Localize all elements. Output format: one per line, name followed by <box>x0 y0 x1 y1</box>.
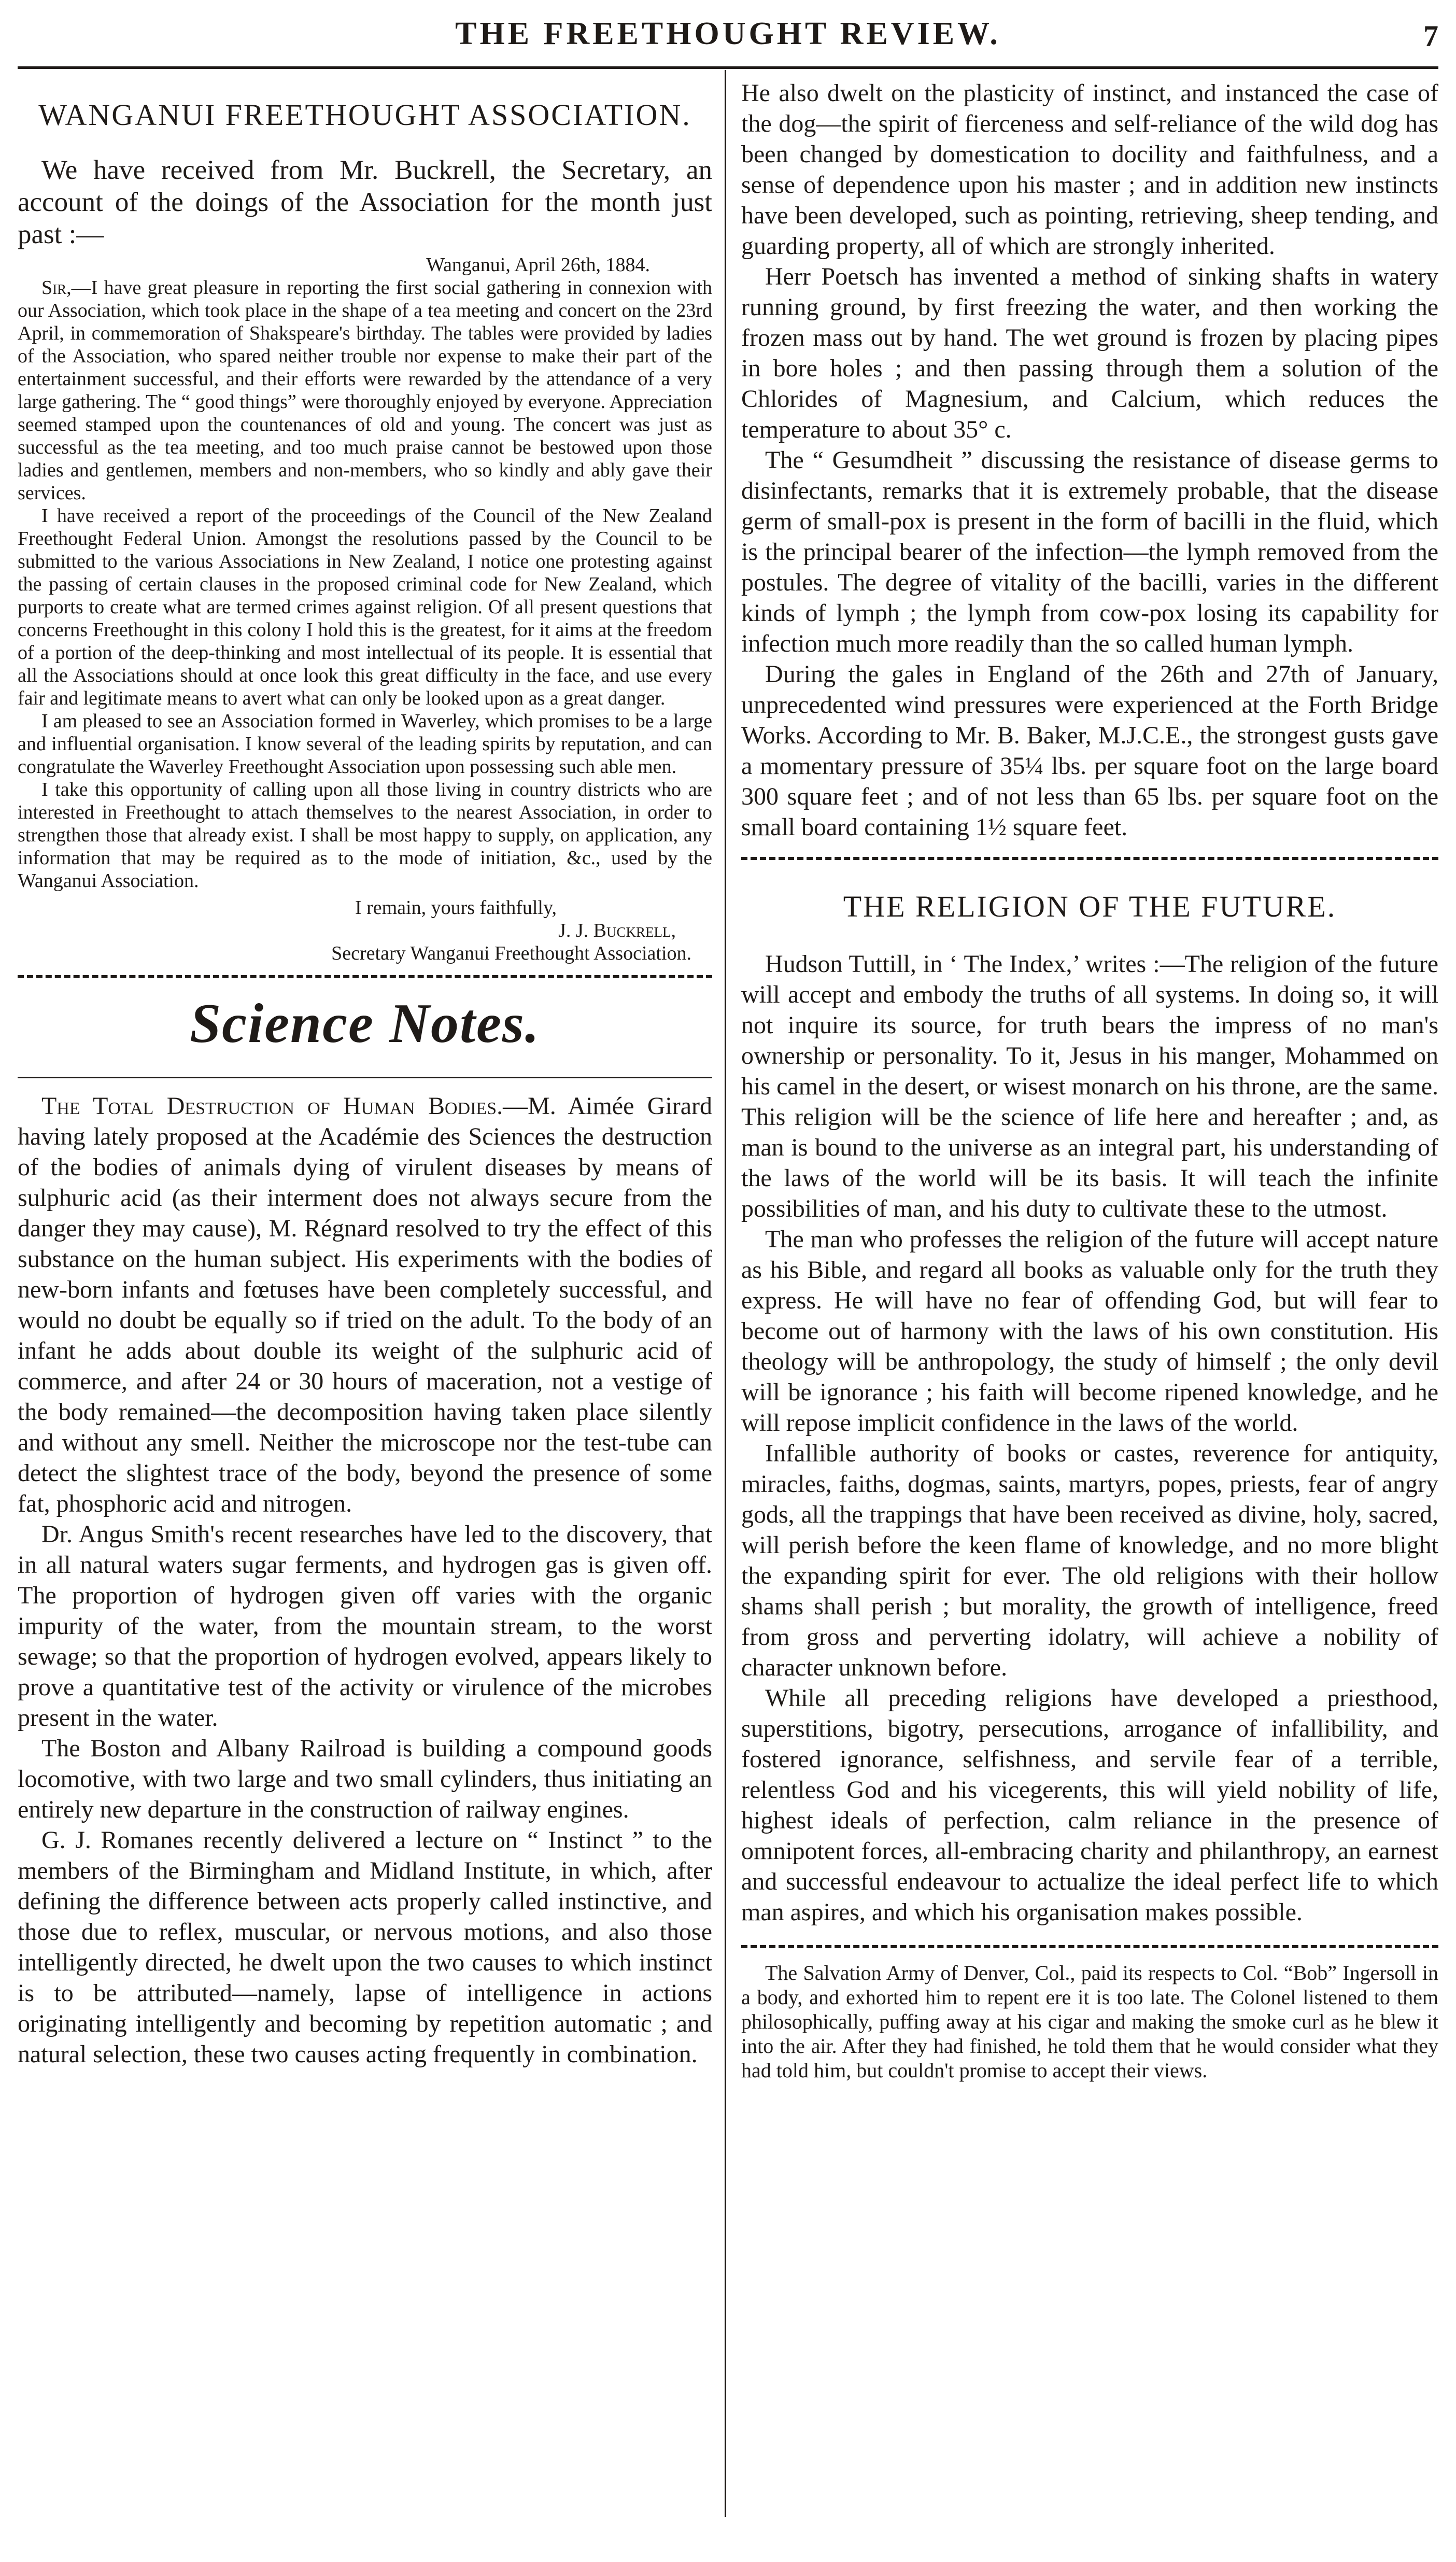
science-paragraph-8: During the gales in England of the 26th and 27th of January, unprecedented wind pressures were experienced at the Forth Bridge Works. According to Mr. B. Baker, M.J.C.E., the strongest gusts gave a momentary pressure of 35¼ lbs. per square foot on the large board 300 square feet ; and of not less than 65 lbs. per square foot on the small board containing 1½ square feet. <box>741 660 1438 841</box>
association-title: WANGANUI FREETHOUGHT ASSOCIATION. <box>38 98 691 132</box>
science-paragraph-4: G. J. Romanes recently delivered a lecture on “ Instinct ” to the members of the Birmingham and Midland Institute, in which, after defining the difference between acts properly called instinctive, and those due to reflex, muscular, or nervous motions, and also those intelligently directed, he dwelt upon the two causes to which instinct is to be attributed—namely, lapse of intelligence in actions originating intelligently and becoming by repetition automatic ; and natural selection, these two causes acting frequently in combination. <box>18 1826 712 2068</box>
footnote-block <box>741 1961 1438 2082</box>
letter-paragraph <box>18 276 712 504</box>
letter-paragraph-1: —I have great pleasure in reporting the first social gathering in connexion with our Association, which took place in the shape of a tea meeting and concert on the 23rd April, in commemoration of Shakspeare's birthday. The tables were provided by ladies of the Association, who spared neither trouble nor expense to make their part of the entertainment successful, and their efforts were rewarded by the attendance of a very large gathering. The “ good things” were thoroughly enjoyed by everyone. Appreciation seemed stamped upon the countenances of old and young. The concert was just as successful as the tea meeting, and too much praise cannot be bestowed upon those ladies and gentlemen, members and non-members, who so kindly and ably gave their services. <box>18 277 712 504</box>
religion-paragraph-1: Hudson Tuttill, in ‘ The Index,’ writes :—The religion of the future will accept and embody the truths of all systems. In doing so, it will not inquire its source, for truth bears the impress of no man's ownership or personality. To it, Jesus in his manger, Mohammed on his camel in the desert, or wisest monarch on his throne, are the same. This religion will be the science of life here and hereafter ; and, as man is bound to the universe as an integral part, his understanding of the laws of the world will be its basis. It will teach the infinite possibilities of man, and his duty to cultivate these to the utmost. <box>741 950 1438 1222</box>
page-number: 7 <box>1423 19 1438 53</box>
science-paragraph <box>18 1091 712 1519</box>
running-title: THE FREETHOUGHT REVIEW. <box>455 16 1001 51</box>
letter-paragraph-4: I take this opportunity of calling upon all those living in country districts who are interested in Freethought to attach themselves to the nearest Association, in order to strengthen those that already exist. I shall be most happy to supply, on application, any information that may be required as to the mode of initiation, &c., used by the Wanganui Association. <box>18 779 712 892</box>
section-divider <box>741 1945 1438 1948</box>
spacer <box>18 1078 712 1091</box>
header-rule <box>18 66 1438 69</box>
science-paragraph-1-heading: The Total Destruction of Human Bodies. <box>41 1092 503 1120</box>
footnote-paragraph: The Salvation Army of Denver, Col., paid its respects to Col. “Bob” Ingersoll in a body, and exhorted him to repent ere it is too late. The Colonel listened to them philosophically, puffing away at his cigar and making the smoke curl as he blew it into the air. After they had finished, he told them that he would consider what they had told him, but couldn't promise to accept their views. <box>741 1961 1438 2082</box>
religion-title: THE RELIGION OF THE FUTURE. <box>843 890 1337 923</box>
right-column <box>741 78 1438 2082</box>
letter-signature: J. J. Buckrell, <box>558 920 676 941</box>
letter-closing: I remain, yours faithfully, <box>355 897 557 919</box>
section-divider <box>741 857 1438 860</box>
science-notes-title: Science Notes. <box>190 993 540 1054</box>
letter-signature-title: Secretary Wanganui Freethought Association. <box>331 942 691 964</box>
letter-paragraph-3: I am pleased to see an Association formed in Waverley, which promises to be a large and influential organisation. I know several of the leading spirits by reputation, and can congratulate the Waverley Freethought Association upon possessing such able men. <box>18 710 712 778</box>
science-notes-block <box>18 1091 712 2070</box>
science-paragraph-7: The “ Gesumdheit ” discussing the resistance of disease germs to disinfectants, remarks that it is extremely probable, that the disease germ of small-pox is present in the form of bacilli in the fluid, which is the principal bearer of the infection—the lymph removed from the postules. The degree of vitality of the bacilli, varies in the different kinds of lymph ; the lymph from cow-pox losing its capability for infection much more readily than the so called human lymph. <box>741 446 1438 657</box>
page-header <box>0 0 1456 78</box>
left-column <box>18 78 712 2070</box>
column-divider <box>725 70 726 2517</box>
association-intro-block <box>18 154 712 250</box>
science-paragraph-6: Herr Poetsch has invented a method of sinking shafts in watery running ground, by first freezing the water, and then working the frozen mass out by hand. The wet ground is frozen by placing pipes in bore holes ; and then passing through them a solution of the Chlorides of Magnesium, and Calcium, which reduces the temperature to about 35° c. <box>741 263 1438 443</box>
science-paragraph-5: He also dwelt on the plasticity of instinct, and instanced the case of the dog—the spirit of fierceness and self-reliance of the wild dog has been changed by domestication to docility and faithfulness, and a sense of dependence upon his master ; and in addition new instincts have been developed, such as pointing, retrieving, sheep tending, and guarding property, all of which are strongly inherited. <box>741 79 1438 260</box>
letter-paragraph-2: I have received a report of the proceedings of the Council of the New Zealand Freethought Federal Union. Amongst the resolutions passed by the Council to be submitted to the various Associations in New Zealand, I notice one protesting against the passing of certain clauses in the proposed criminal code for New Zealand, which purports to create what are termed crimes against religion. Of all present questions that concerns Freethought in this colony I hold this is the greatest, for it aims at the freedom of a portion of the deep-thinking and most intellectual of its people. It is essential that all the Associations should at once look this great difficulty in the face, and use every fair and legitimate means to avert what can only be looked upon as a great danger. <box>18 505 712 709</box>
science-paragraph-3: The Boston and Albany Railroad is building a compound goods locomotive, with two large and two small cylinders, thus initiating an entirely new departure in the construction of railway engines. <box>18 1735 712 1823</box>
section-divider <box>18 975 712 978</box>
religion-paragraph-4: While all preceding religions have developed a priesthood, superstitions, bigotry, persecutions, arrogance of infallibility, and fostered ignorance, selfishness, and servile fear of a terrible, relentless God and his vicegerents, this will yield nobility of life, highest ideals of perfection, calm reliance in the presence of omnipotent forces, all-embracing charity and philanthropy, an earnest and successful endeavour to actualize the ideal perfect life to which man aspires, and which his organisation makes possible. <box>741 1684 1438 1926</box>
association-intro: We have received from Mr. Buckrell, the Secretary, an account of the doings of the Association for the month just past :— <box>18 155 712 249</box>
letter-dateline: Wanganui, April 26th, 1884. <box>426 254 650 276</box>
religion-block <box>741 949 1438 1927</box>
science-paragraph-2: Dr. Angus Smith's recent researches have led to the discovery, that in all natural waters sugar ferments, and hydrogen gas is given off. The proportion of hydrogen given off varies with the organic impurity of the water, from the mountain stream, to the worst sewage; so that the proportion of hydrogen evolved, appears likely to prove a quantitative test of the activity or virulence of the microbes present in the water. <box>18 1521 712 1732</box>
religion-paragraph-3: Infallible authority of books or castes, reverence for antiquity, miracles, faiths, dogmas, saints, martyrs, popes, priests, fear of angry gods, all the trappings that have been received as divine, holy, sacred, will perish before the keen flame of knowledge, and no more blight the expanding spirit for ever. The old religions with their hollow shams shall perish ; but morality, the growth of intelligence, freed from gross and perverting idolatry, will achieve a nobility of character unknown before. <box>741 1440 1438 1681</box>
science-notes-continued <box>741 78 1438 842</box>
letter-salutation: Sir, <box>41 277 72 299</box>
letter-block <box>18 254 712 965</box>
religion-paragraph-2: The man who professes the religion of the future will accept nature as his Bible, and regard all books as valuable only for the truth they express. He will have no fear of offending God, but will fear to become out of harmony with the laws of his own constitution. His theology will be anthropology, the study of himself ; the only devil will be ignorance ; his faith will become ripened knowledge, and he will repose implicit confidence in the laws of the world. <box>741 1226 1438 1437</box>
science-paragraph-1: —M. Aimée Girard having lately proposed at the Académie des Sciences the destruction of the bodies of animals dying of virulent diseases by means of sulphuric acid (as their interment does not always secure from the danger they may cause), M. Régnard resolved to try the effect of this substance on the human subject. His experiments with the bodies of new-born infants and fœtuses have been completely successful, and would no doubt be equally so if tried on the adult. To the body of an infant he adds about double its weight of the sulphuric acid of commerce, and after 24 or 30 hours of maceration, not a vestige of the body remained—the decomposition having taken place silently and without any smell. Neither the microscope nor the test-tube can detect the slightest trace of the body, beyond the presence of some fat, phosphoric acid and nitrogen. <box>18 1092 713 1517</box>
